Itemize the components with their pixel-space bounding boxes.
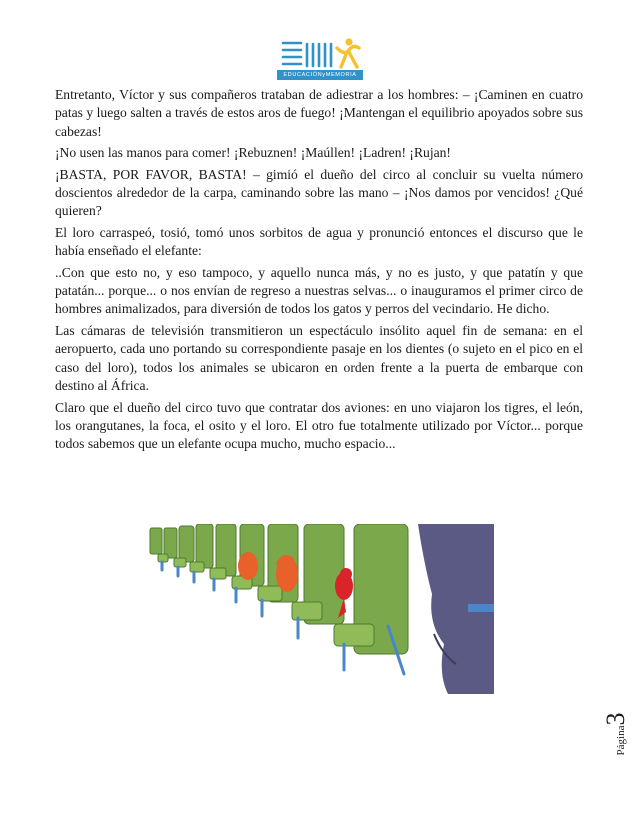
paragraph: Claro que el dueño del circo tuvo que contratar dos aviones: en uno viajaron los tigres, el león, los orangutanes, la foca, el osito y el loro. El otro fue totalmente utilizado por Víctor... porque todos sabemos que un elefante ocupa mucho, mucho espacio... <box>55 399 583 452</box>
page-label: Página <box>615 725 627 756</box>
page-number <box>601 705 630 763</box>
books-and-person-icon <box>277 36 363 70</box>
paragraph: Entretanto, Víctor y sus compañeros trataban de adiestrar a los hombres: – ¡Caminen en cuatro patas y luego salten a través de estos aros de fuego! ¡Mantengan el equilibrio apoyados sobre sus cabezas! <box>55 87 583 139</box>
logo <box>277 36 363 82</box>
paragraph: ..Con que esto no, y eso tampoco, y aquello nunca más, y no es justo, y que patatín y que patatán... porque... o nos envían de regreso a nuestras selvas... o inauguramos el primer circo de hombres animalizados, para diversión de todos los gatos y perros del vecindario. He dicho. <box>55 264 583 317</box>
logo-text: EDUCACIÓNyMEMORIA <box>277 70 363 80</box>
paragraph: Las cámaras de televisión transmitieron un espectáculo insólito aquel fin de semana: en el aeropuerto, cada uno portando su correspondiente pasaje en los dientes (o sujeto en el pico en el caso del loro), todos los animales se ubicaron en orden frente a la puerta de embarque con destino al África. <box>55 322 583 394</box>
paragraph: ¡BASTA, POR FAVOR, BASTA! – gimió el dueño del circo al concluir su vuelta número doscientos alrededor de la carpa, caminando sobre las mano – ¡Nos damos por vencidos! ¿Qué quieren? <box>55 166 583 219</box>
airplane-seats-illustration <box>148 524 494 694</box>
paragraph: El loro carraspeó, tosió, tomó unos sorbitos de agua y pronunció entonces el discurso que le había enseñado el elefante: <box>55 224 583 259</box>
page-number-value: 3 <box>601 712 630 726</box>
paragraph: ¡No usen las manos para comer! ¡Rebuznen! ¡Maúllen! ¡Ladren! ¡Rujan! <box>55 145 451 161</box>
story-text <box>55 86 583 457</box>
